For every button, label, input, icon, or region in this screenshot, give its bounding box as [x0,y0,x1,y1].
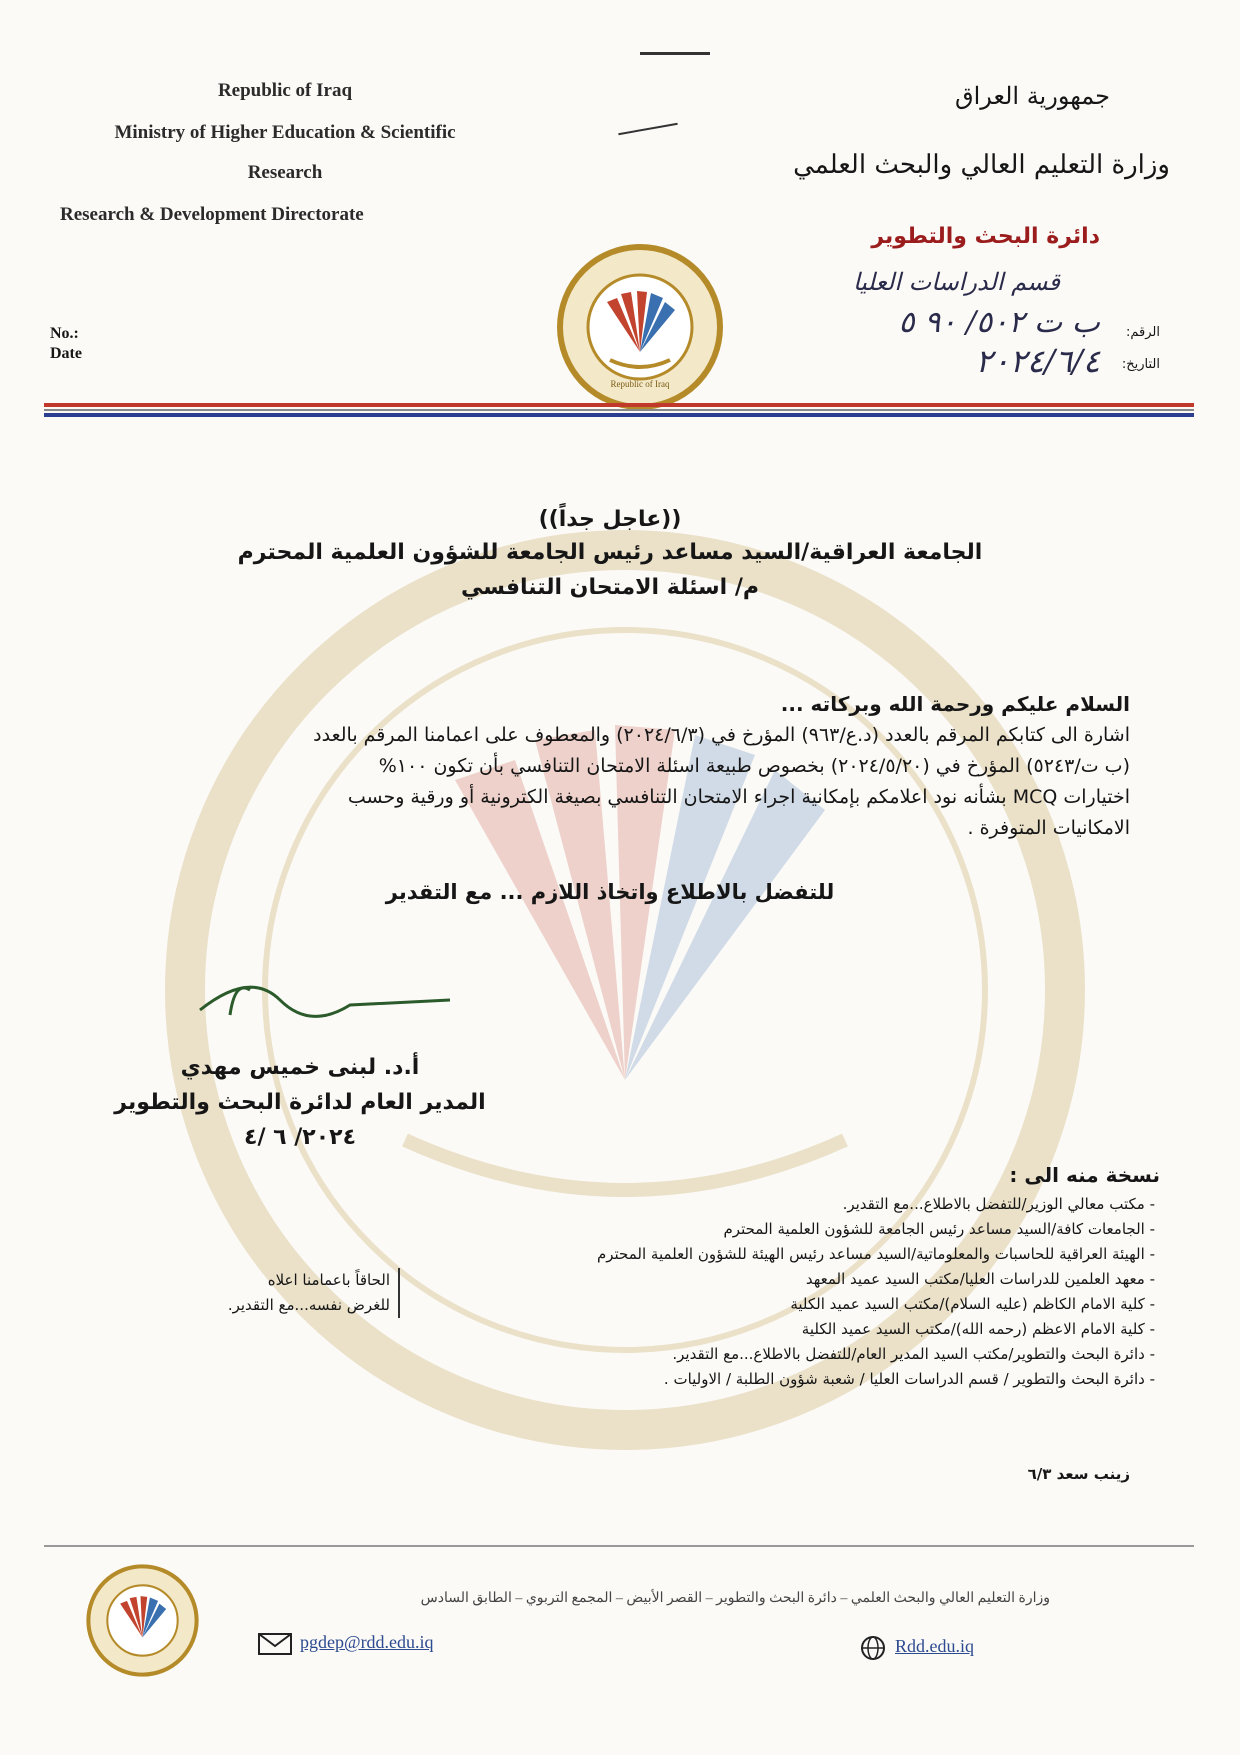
header-ar-number-value: ب ت ٥٠٢/ ٩٠ ٥ [898,305,1100,340]
list-item: - مكتب معالي الوزير/للتفضل بالاطلاع...مع التقدير. [842,1195,1155,1213]
signature-scribble [190,960,470,1030]
seal-label: Republic of Iraq [610,379,670,389]
header-ar-directorate: دائرة البحث والتطوير [871,224,1100,249]
header-ar-ministry: وزارة التعليم العالي والبحث العلمي [793,150,1170,180]
header-en-country: Republic of Iraq [217,80,353,101]
signatory-title: المدير العام لدائرة البحث والتطوير [114,1090,486,1115]
footer-seal [85,1563,200,1678]
letter-closing: للتفضل بالاطلاع واتخاذ اللازم ... مع التقدير [385,880,835,904]
header-en-date-label: Date [50,345,82,362]
letter-body [100,720,1130,844]
letter-subject: م/ اسئلة الامتحان التنافسي [460,575,760,600]
body-line: اشارة الى كتابكم المرقم بالعدد (د.ع/٩٦٣) المؤرخ في (٢٠٢٤/٦/٣) والمعطوف على اعمامنا المرقم بالعدد [313,724,1130,746]
letter-urgency: ((عاجل جداً)) [538,507,682,532]
body-line: اختيارات MCQ بشأنه نود اعلامكم بإمكانية اجراء الامتحان التنافسي بصيغة الكترونية أو ورقية وحسب [347,786,1130,808]
typist-initials: زينب سعد ٦/٣ [1027,1465,1130,1483]
mail-icon [258,1633,292,1655]
header-en-ministry-line1: Ministry of Higher Education & Scientific [114,122,456,143]
body-line: (ب ت/٥٢٤٣) المؤرخ في (٢٠٢٤/٥/٢٠) بخصوص طبيعة اسئلة الامتحان التنافسي بأن تكون ١٠٠% [378,755,1130,777]
header-ar-department: قسم الدراسات العليا [852,268,1060,296]
list-item: - دائرة البحث والتطوير/مكتب السيد المدير العام/للتفضل بالاطلاع...مع التقدير. [672,1345,1155,1363]
list-item: - الجامعات كافة/السيد مساعد رئيس الجامعة للشؤون العلمية المحترم [723,1220,1155,1238]
header-ar-country: جمهورية العراق [954,82,1110,110]
side-note-line: للغرض نفسه...مع التقدير. [227,1296,390,1314]
header-ar-number-label: الرقم: [1126,325,1160,340]
header-rule-blue [44,413,1194,417]
signatory-name: أ.د. لبنى خميس مهدي [180,1055,420,1080]
side-note-line: الحاقاً باعمامنا اعلاه [267,1271,390,1289]
header-ar-date-value: ٢٠٢٤/٦/٤ [975,342,1100,380]
ministry-seal [555,242,725,412]
pen-mark [640,52,710,55]
footer-rule [44,1545,1194,1547]
list-item: - دائرة البحث والتطوير / قسم الدراسات العليا / شعبة شؤون الطلبة / الاوليات . [663,1370,1155,1388]
copies-side-note [180,1268,400,1318]
footer-address: وزارة التعليم العالي والبحث العلمي – دائرة البحث والتطوير – القصر الأبيض – المجمع التربوي – الطابق السادس [420,1591,1050,1606]
header-rule-red [44,403,1194,407]
pen-mark [618,123,677,135]
header-en-ministry-line2: Research [247,162,323,183]
header-rule-gray [44,409,1194,411]
body-line: الامكانيات المتوفرة . [967,817,1130,839]
copies-title: نسخة منه الى : [1009,1163,1160,1187]
letter-recipient: الجامعة العراقية/السيد مساعد رئيس الجامعة للشؤون العلمية المحترم [237,540,983,565]
letter-greeting: السلام عليكم ورحمة الله وبركاته ... [780,692,1130,716]
header-ar-date-label: التاريخ: [1121,357,1160,372]
copies-list [435,1192,1155,1392]
signature-date: ٢٠٢٤/ ٦ /٤ [244,1125,356,1150]
header-en-directorate: Research & Development Directorate [60,204,364,225]
header-en-no-label: No.: [50,325,79,342]
globe-icon [860,1635,886,1661]
footer-email-link[interactable]: pgdep@rdd.edu.iq [300,1632,434,1652]
list-item: - الهيئة العراقية للحاسبات والمعلوماتية/السيد مساعد رئيس الهيئة للشؤون العلمية المحترم [596,1245,1155,1263]
list-item: - كلية الامام الكاظم (عليه السلام)/مكتب السيد عميد الكلية [790,1295,1155,1313]
list-item: - معهد العلمين للدراسات العليا/مكتب السيد عميد المعهد [805,1270,1155,1288]
footer-website-link[interactable]: Rdd.edu.iq [895,1636,974,1656]
list-item: - كلية الامام الاعظم (رحمه الله)/مكتب السيد عميد الكلية [801,1320,1155,1338]
